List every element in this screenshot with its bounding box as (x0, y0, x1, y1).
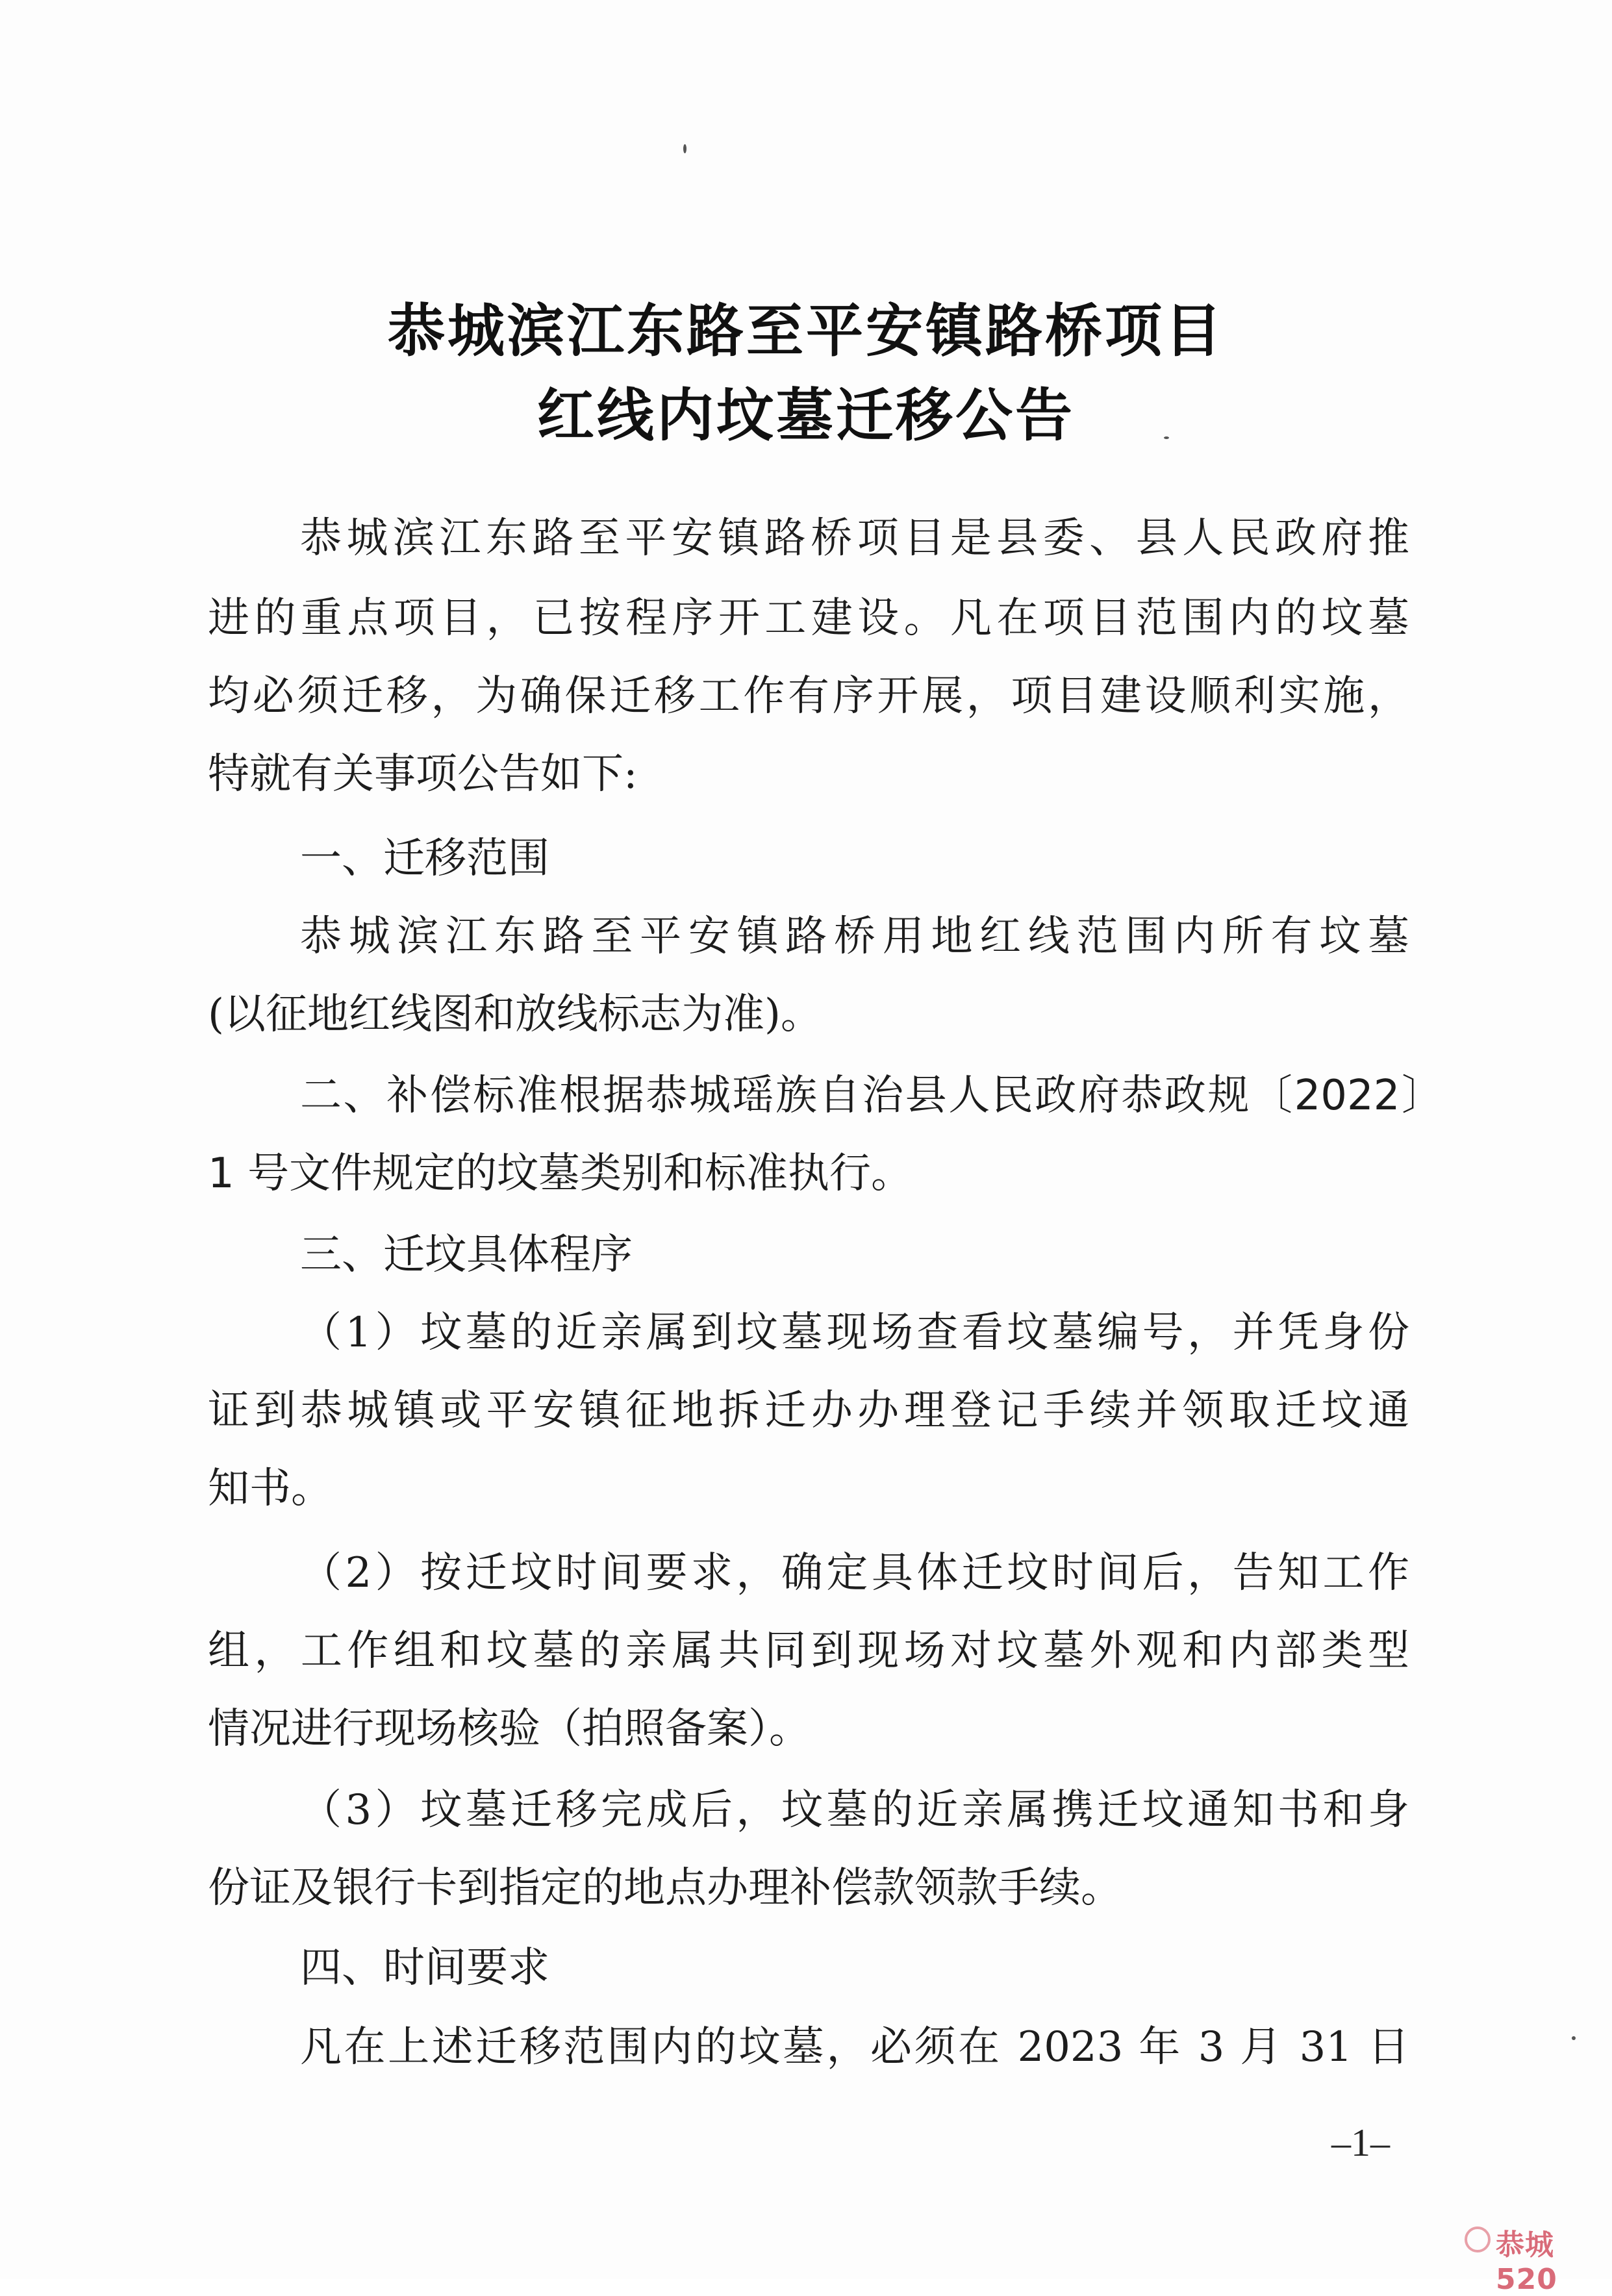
watermark-text: 恭城520 (1496, 2228, 1557, 2296)
step-line: （2）按迁坟时间要求，确定具体迁坟时间后，告知工作 (300, 1549, 1409, 1597)
intro-line: 均必须迁移，为确保迁移工作有序开展，项目建设顺利实施， (208, 672, 1409, 720)
section-line: 二、补偿标准根据恭城瑶族自治县人民政府恭政规〔2022〕 (300, 1072, 1443, 1120)
site-watermark (1465, 2221, 1601, 2296)
section-heading: 四、时间要求 (300, 1944, 549, 1992)
document-title-line1: 恭城滨江东路至平安镇路桥项目 (387, 297, 1224, 364)
step-line: （3）坟墓迁移完成后，坟墓的近亲属携迁坟通知书和身 (300, 1786, 1409, 1834)
intro-line: 恭城滨江东路至平安镇路桥项目是县委、县人民政府推 (300, 514, 1409, 562)
section-line: (以征地红线图和放线标志为准)。 (208, 990, 822, 1039)
section-line: 恭城滨江东路至平安镇路桥用地红线范围内所有坟墓 (300, 913, 1409, 961)
section-heading: 一、迁移范围 (300, 835, 549, 883)
scan-speck (683, 144, 686, 153)
section-line: 1 号文件规定的坟墓类别和标准执行。 (208, 1150, 913, 1198)
section-heading: 三、迁坟具体程序 (300, 1231, 633, 1279)
step-line: 证到恭城镇或平安镇征地拆迁办办理登记手续并领取迁坟通 (208, 1387, 1409, 1435)
intro-line: 进的重点项目，已按程序开工建设。凡在项目范围内的坟墓 (208, 594, 1409, 642)
intro-line: 特就有关事项公告如下: (208, 750, 638, 798)
step-line: 组，工作组和坟墓的亲属共同到现场对坟墓外观和内部类型 (208, 1627, 1409, 1675)
step-line: 知书。 (208, 1465, 333, 1513)
watermark-logo-icon (1465, 2227, 1491, 2252)
scan-speck (1572, 2036, 1576, 2040)
step-line: （1）坟墓的近亲属到坟墓现场查看坟墓编号，并凭身份 (300, 1309, 1409, 1357)
section-line: 凡在上述迁移范围内的坟墓，必须在 2023 年 3 月 31 日 (300, 2023, 1409, 2071)
step-line: 份证及银行卡到指定的地点办理补偿款领款手续。 (208, 1864, 1122, 1912)
page-number: –1– (1331, 2121, 1390, 2164)
document-title-line2: 红线内坟墓迁移公告 (536, 381, 1075, 449)
step-line: 情况进行现场核验（拍照备案）。 (208, 1705, 811, 1753)
